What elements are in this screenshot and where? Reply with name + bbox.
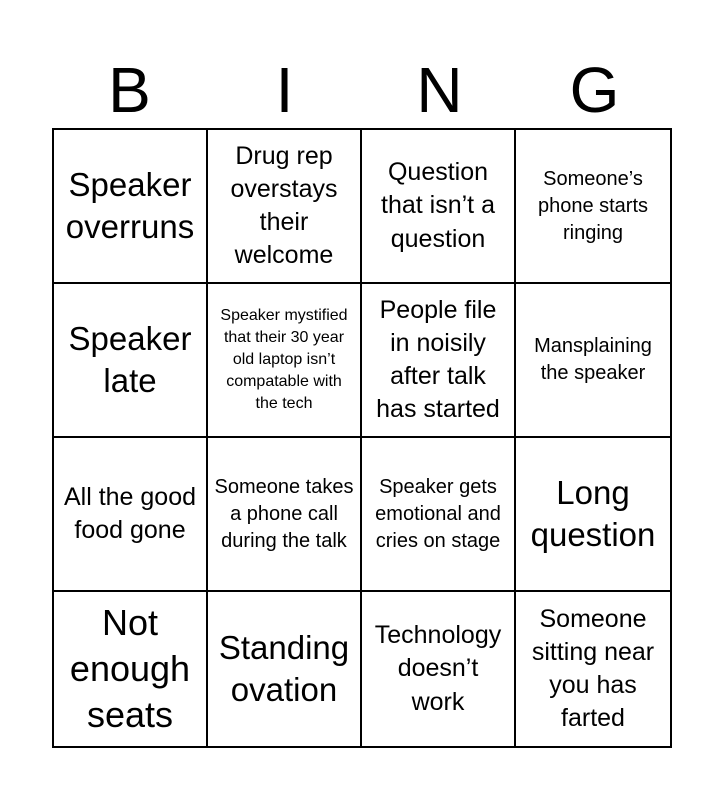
bingo-cell[interactable] (54, 592, 208, 746)
cell-label: Standing ovation (218, 628, 350, 708)
cell-label: All the good food gone (63, 482, 197, 544)
cell-label: Mansplaining the speaker (534, 335, 652, 384)
bingo-cell[interactable] (362, 130, 516, 284)
cell-label: Long question (530, 473, 656, 553)
cell-label: People file in noisily after talk has started (376, 295, 500, 424)
bingo-cell[interactable] (362, 592, 516, 746)
cell-label: Speaker gets emotional and cries on stage (375, 475, 501, 552)
bingo-cell[interactable] (208, 438, 362, 592)
bingo-cell[interactable] (208, 284, 362, 438)
header-letter-b: B (108, 54, 151, 126)
cell-label: Someone sitting near you has farted (531, 604, 655, 733)
bingo-cell[interactable] (208, 130, 362, 284)
cell-label: Technology doesn’t work (374, 621, 502, 716)
bingo-cell[interactable] (208, 592, 362, 746)
bingo-cell[interactable] (516, 438, 670, 592)
cell-label: Speaker mystified that their 30 year old laptop isn’t compatable with the tech (220, 306, 348, 413)
cell-label: Someone takes a phone call during the talk (214, 475, 354, 552)
cell-label: Someone’s phone starts ringing (537, 167, 649, 244)
bingo-header (52, 52, 672, 128)
cell-label: Question that isn’t a question (381, 158, 495, 253)
bingo-cell[interactable] (516, 130, 670, 284)
bingo-cell[interactable] (54, 438, 208, 592)
cell-label: Speaker overruns (65, 165, 195, 245)
bingo-cell[interactable] (516, 592, 670, 746)
cell-label: Drug rep overstays their welcome (230, 141, 338, 270)
cell-label: Not enough seats (69, 601, 191, 736)
bingo-cell[interactable] (362, 438, 516, 592)
bingo-cell[interactable] (54, 284, 208, 438)
bingo-cell[interactable] (362, 284, 516, 438)
header-letter-i: I (275, 54, 294, 126)
cell-label: Speaker late (68, 319, 192, 399)
bingo-board (52, 128, 672, 748)
bingo-cell[interactable] (54, 130, 208, 284)
header-letter-g: G (569, 54, 620, 126)
bingo-cell[interactable] (516, 284, 670, 438)
header-letter-n: N (416, 54, 463, 126)
